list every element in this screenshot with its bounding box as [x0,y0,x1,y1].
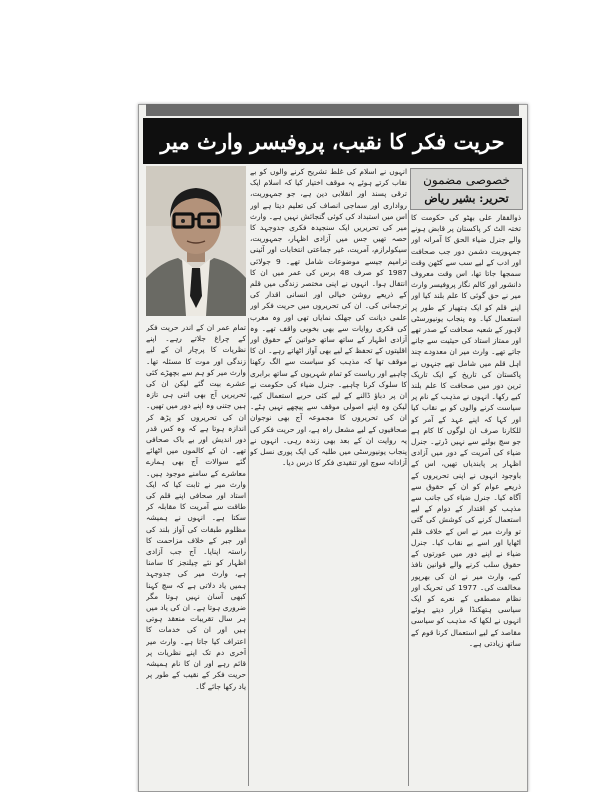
clipping-top-strip [146,104,519,116]
column-divider [248,318,249,786]
section-label-box [410,168,523,210]
label-divider [428,189,506,190]
article-column-right: ذوالفقار علی بھٹو کی حکومت کا تختہ الٹ کر پاکستان پر قابض ہونے والے جنرل ضیاء الحق کا آمرانہ اور جمہوریت دشمن دور جب صحافت اور ادب کے لیے سب سے کٹھن وقت سمجھا جاتا تھا، اس وقت معروف دانشور اور کالم نگار پروفیسر وارث میر نے حق گوئی کا علم بلند کیا اور اپنے قلم کو ایک ہتھیار کے طور پر استعمال کیا۔ وہ پنجاب یونیورسٹی لاہور کے شعبہ صحافت کے صدر تھے اور ممتاز استاد کی حیثیت سے جانے جاتے تھے۔ وارث میر ان معدودے چند اہل قلم میں شامل تھے جنہوں نے پاکستان کی تاریخ کے ایک تاریک ترین دور میں صحافت کا علم بلند کیے رکھا۔ انہوں نے مذہب کے نام پر سیاست کرنے والوں کو بے نقاب کیا اور کہا کہ اپنے عہد کے آمر کو للکارنا صرف ان لوگوں کا کام ہے جو سچ بولنے سے نہیں ڈرتے۔ جنرل ضیاء کی آمریت کے دور میں آزادی اظہار پر پابندیاں تھیں، اس کے باوجود انہوں نے اپنی تحریروں کے ذریعے عوام کو ان کے حقوق سے آگاہ کیا۔ جنرل ضیاء کی جانب سے مذہب کو اقتدار کے دوام کے لیے استعمال کرنے کی کوشش کی گئی تو وارث میر نے اس کے خلاف قلم اٹھایا اور اسے بے نقاب کیا۔ جنرل ضیاء نے اپنے دور میں عورتوں کے حقوق سلب کرنے والے قوانین نافذ کیے، وارث میر نے ان کی بھرپور مخالفت کی۔ 1977 کی تحریک اور نظام مصطفی کے نعرے کو ایک سیاسی ہتھکنڈا قرار دیتے ہوئے انہوں نے لکھا کہ مذہب کو سیاسی مقاصد کے لیے استعمال کرنا قوم کے ساتھ زیادتی ہے۔ [411,213,521,648]
author-portrait-photo [146,166,246,316]
article-byline: تحریر: بشیر ریاض [424,192,509,206]
article-column-middle: انہوں نے اسلام کی غلط تشریح کرنے والوں کو بے نقاب کرتے ہوئے یہ موقف اختیار کیا کہ اسلام ایک ترقی پسند اور انقلابی دین ہے، جو جمہوریت، رواداری اور سماجی انصاف کی تعلیم دیتا ہے اور اس میں استبداد کی کوئی گنجائش نہیں ہے۔ وارث میر کی تحریریں ایک سنجیدہ فکری جدوجہد کا حصہ تھیں جس میں آزادی اظہار، جمہوریت، سیکولرازم، آمریت، غیر جماعتی انتخابات اور آئینی ترامیم جیسے موضوعات شامل تھے۔ 9 جولائی 1987 کو صرف 48 برس کی عمر میں ان کا انتقال ہوا۔ انہوں نے اپنی مختصر زندگی میں قلم کے ذریعے روشن خیالی اور انسانی اقدار کی ترجمانی کی۔ ان کی تحریروں میں حریت فکر اور علمی دیانت کی جھلک نمایاں تھی اور وہ مغرب کی فکری روایات سے بھی بخوبی واقف تھے۔ وہ آزادی اظہار کے ساتھ ساتھ خواتین کے حقوق اور اقلیتوں کے تحفظ کے لیے بھی آواز اٹھاتے رہے۔ ان کا موقف تھا کہ مذہب کو سیاست سے الگ رکھنا چاہیے اور ریاست کو تمام شہریوں کے ساتھ برابری کا سلوک کرنا چاہیے۔ جنرل ضیاء کی حکومت نے ان پر دباؤ ڈالنے کے لیے کئی حربے استعمال کیے، لیکن وہ اپنے اصولی موقف سے پیچھے نہیں ہٹے۔ ان کی تحریروں کا مجموعہ آج بھی نوجوان صحافیوں کے لیے مشعل راہ ہے، اور حریت فکر کی یہ روایت ان کے بعد بھی زندہ رہی۔ انہوں نے پنجاب یونیورسٹی میں طلبہ کی ایک پوری نسل کو آزادانہ سوچ اور تنقیدی فکر کا درس دیا۔ [250,167,407,468]
article-headline: حریت فکر کا نقیب، پروفیسر وارث میر [160,128,505,154]
portrait-image [146,166,246,316]
headline-banner [143,118,522,164]
section-label: خصوصی مضمون [423,172,510,187]
article-column-left: تمام عمر ان کے اندر حریت فکر کے چراغ جلاتے رہے۔ اپنے نظریات کا پرچار ان کے لیے زندگی اور موت کا مسئلہ تھا۔ وارث میر کو ہم سے بچھڑے کئی عشرے بیت گئے لیکن ان کی تحریریں آج بھی اتنی ہی تازہ ہیں جتنی وہ اپنے دور میں تھیں۔ ان کی تحریروں کو پڑھ کر اندازہ ہوتا ہے کہ وہ کس قدر دور اندیش اور بے باک صحافی تھے۔ ان کے کالموں میں اٹھائے گئے سوالات آج بھی ہمارے معاشرے کے سامنے موجود ہیں۔ وارث میر نے ثابت کیا کہ ایک استاد اور صحافی اپنے قلم کی طاقت سے آمریت کا مقابلہ کر سکتا ہے۔ انہوں نے ہمیشہ مظلوم طبقات کی آواز بلند کی اور جبر کے خلاف مزاحمت کا راستہ اپنایا۔ آج جب آزادی اظہار کو نئے چیلنجز کا سامنا ہے، وارث میر کی جدوجہد ہمیں یاد دلاتی ہے کہ سچ کہنا کبھی آسان نہیں ہوتا مگر ضروری ہوتا ہے۔ ان کی یاد میں ہر سال تقریبات منعقد ہوتی ہیں اور ان کی خدمات کا اعتراف کیا جاتا ہے۔ وارث میر آخری دم تک اپنے نظریات پر قائم رہے اور ان کا نام ہمیشہ حریت فکر کے نقیب کے طور پر یاد رکھا جائے گا۔ [146,323,246,691]
column-divider [408,210,409,786]
